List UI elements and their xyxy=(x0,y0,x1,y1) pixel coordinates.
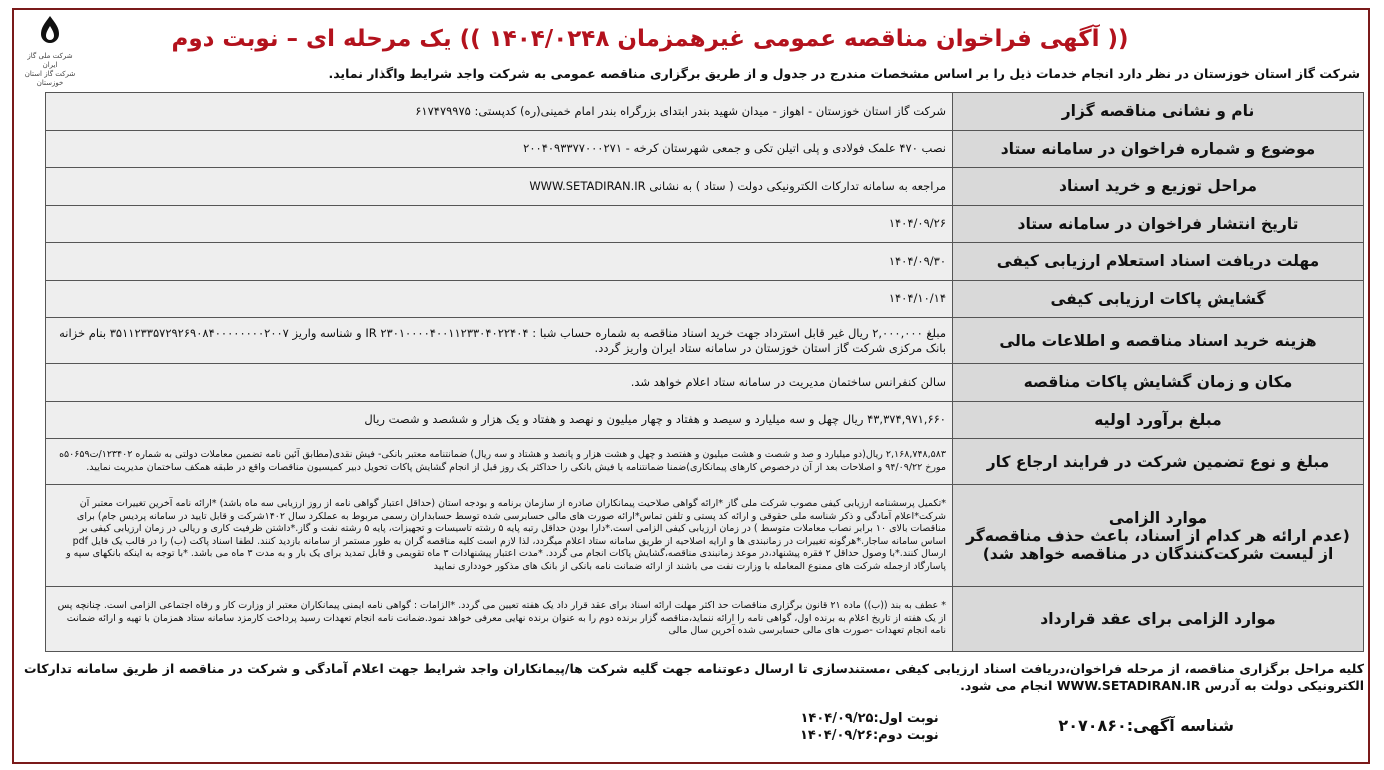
row-label: نام و نشانی مناقصه گزار xyxy=(953,93,1364,131)
row-value: *تکمیل پرسشنامه ارزیابی کیفی مصوب شرکت ملی گاز *ارائه گواهی صلاحیت پیمانکاران صادره از سازمان برنامه و بودجه استان (حداقل اعتبار گواهی نامه از روز ارزیابی سه ماه باشد) *ارائه نامه آخرین تغییرات معتبر آن شرکت*اعلام آمادگی و ذکر شناسه ملی حقوقی و ارائه کد پستی و تلفن تماس*ارائه صورت های مالی حسابرسی شده توسط حسابداران رسمی مربوط به عملکرد سال ۱۴۰۲شرکت و قابل تایید در سامانه پردیس جام) برای مناقصات بالای ۱۰ برابر نصاب معاملات متوسط ) در زمان ارزیابی کیفی الزامی است.*دارا بودن حداقل رتبه پایه ۵ رشته تاسیسات و تجهیزات، پایه ۵ رشته نفت و گاز.*داشتن ظرفیت کاری و ریالی در زمان ارزیابی کیفی بر اساس سامانه ساجار.*هرگونه تغییرات در زمانبندی ها و ارایه اصلاحیه از طریق سامانه ستاد اعلام میگردد، لذا لازم است کلیه مناقصه گران به طور مستمر از سامانه بازدید کنند. لطفا اسناد پاکت (ب) را در قالب یک فایل pdf ارسال کنند.*با وصول حداقل ۲ فقره پیشنهاد،در موعد زمانبندی مناقصه،گشایش پاکات انجام می گردد. *مدت اعتبار پیشنهادات ۳ ماه تقویمی و قابل تمدید برای یک بار و به مدت ۳ ماه می باشد. *با توجه به اینکه بانکهای سپه و پاسارگاد ازجمله شرکت های ممنوع المعامله با وزارت نفت می باشند از ارائه ضمانت نامه بانکی از بانک های مذکور خودداری نمایید xyxy=(46,485,953,587)
row-label: مراحل توزیع و خرید اسناد xyxy=(953,168,1364,206)
table-row xyxy=(46,401,1364,439)
row-value: سالن کنفرانس ساختمان مدیریت در سامانه ستاد اعلام خواهد شد. xyxy=(46,364,953,402)
page-title: (( آگهی فراخوان مناقصه عمومی غیرهمزمان ۱۴۰۴/۰۲۴۸ )) یک مرحله ای – نوبت دوم xyxy=(171,26,1129,52)
row-value: ۱۴۰۴/۱۰/۱۴ xyxy=(46,280,953,318)
row-value: ۲,۱۶۸,۷۴۸,۵۸۳ ریال(دو میلیارد و صد و شصت و هشت میلیون و هفتصد و چهل و هشت هزار و پانصد و هشتاد و سه ریال) ضمانتنامه معتبر بانکی- فیش نقدی(مطابق آئین نامه تضمین معاملات دولتی به شماره ۱۲۳۴۰۲/ت۵۰۶۵۹ه مورخ ۹۴/۰۹/۲۲ و اصلاحات بعد از آن درخصوص کارهای پیمانکاری)ضمنا ضمانتنامه یا فیش بانکی را حداکثر یک روز قبل از انجام گشایش پاکات تحویل دبیر کمیسیون مناقصات واقع در طبقه همکف ساختمان مدیریت نمایید. xyxy=(46,439,953,485)
publication-turns xyxy=(800,710,939,744)
table-row xyxy=(46,243,1364,281)
table-row xyxy=(46,93,1364,131)
row-value: شرکت گاز استان خوزستان - اهواز - میدان شهید بندر ابتدای بزرگراه بندر امام خمینی(ره) کدپستی: ۶۱۷۴۷۹۹۷۵ xyxy=(46,93,953,131)
row-value: نصب ۴۷۰ علمک فولادی و پلی اتیلن تکی و جمعی شهرستان کرخه - ۲۰۰۴۰۹۳۳۷۷۰۰۰۲۷۱ xyxy=(46,130,953,168)
table-row xyxy=(46,485,1364,587)
footer-notice-end: انجام می شود. xyxy=(960,678,1053,693)
table-row xyxy=(46,168,1364,206)
row-label: مبلغ برآورد اولیه xyxy=(953,401,1364,439)
table-row xyxy=(46,439,1364,485)
table-row xyxy=(46,130,1364,168)
footer-notice xyxy=(24,660,1364,694)
row-value: * عطف به بند ((ب)) ماده ۲۱ قانون برگزاری مناقصات حد اکثر مهلت ارائه اسناد برای عقد قرار داد یک هفته تعیین می گردد. *الزامات : گواهی نامه ایمنی پیمانکاران معتبر از وزارت کار و رفاه اجتماعی الزامی است. چنانچه پس از یک هفته از تاریخ اعلام به برنده اول، گواهی نامه را ارائه ننماید،مناقصه گزار برنده دوم را به عنوان برنده نهایی معرفی خواهد نمود.ضمانت نامه انجام تعهدات رسید پرداخت کارمزد سامانه ستاد همزمان با تهیه و ارائه ضمانت نامه انجام تعهدات -صورت های مالی حسابرسی شده آخرین سال مالی xyxy=(46,587,953,652)
table-row xyxy=(46,364,1364,402)
logo-caption-2: شرکت گاز استان خوزستان xyxy=(24,70,76,87)
row-value: ۱۴۰۴/۰۹/۳۰ xyxy=(46,243,953,281)
row-label: مهلت دریافت اسناد استعلام ارزیابی کیفی xyxy=(953,243,1364,281)
row-value: مراجعه به سامانه تدارکات الکترونیکی دولت ( ستاد ) به نشانی WWW.SETADIRAN.IR xyxy=(46,168,953,206)
row-value: ۱۴۰۴/۰۹/۲۶ xyxy=(46,205,953,243)
turn-second: نوبت دوم:۱۴۰۴/۰۹/۲۶ xyxy=(800,728,939,743)
row-label: تاریخ انتشار فراخوان در سامانه ستاد xyxy=(953,205,1364,243)
table-row xyxy=(46,205,1364,243)
row-label: موارد الزامی (عدم ارائه هر کدام از اسناد، باعث حذف مناقصه‌گر از لیست شرکت‌کنندگان در مناقصه خواهد شد) xyxy=(953,485,1364,587)
row-label: موضوع و شماره فراخوان در سامانه ستاد xyxy=(953,130,1364,168)
footer-notice-text: کلیه مراحل برگزاری مناقصه، از مرحله فراخوان،دریافت اسناد ارزیابی کیفی ،مستندسازی تا ارسال دعوتنامه جهت گلیه شرکت ها/پیمانکاران واجد شرایط جهت اعلام آمادگی و شرکت در مناقصه از طریق سامانه تدارکات الکترونیکی دولت به آدرس xyxy=(24,661,1364,693)
row-label: موارد الزامی برای عقد قرارداد xyxy=(953,587,1364,652)
logo-caption-1: شرکت ملی گاز ایران xyxy=(27,52,73,69)
row-label: مبلغ و نوع تضمین شرکت در فرایند ارجاع کار xyxy=(953,439,1364,485)
row-label: گشایش پاکات ارزیابی کیفی xyxy=(953,280,1364,318)
table-row xyxy=(46,280,1364,318)
notice-id: شناسه آگهی:۲۰۷۰۸۶۰ xyxy=(1058,716,1234,735)
nigc-logo-icon xyxy=(33,14,67,48)
tender-table xyxy=(45,92,1364,652)
row-label: هزینه خرید اسناد مناقصه و اطلاعات مالی xyxy=(953,318,1364,364)
row-value: مبلغ ۲,۰۰۰,۰۰۰ ریال غیر قابل استرداد جهت خرید اسناد مناقصه به شماره حساب شبا : IR ۲۳۰۱۰۰۰۰۴۰۰۱۱۲۳۳۰۴۰۲۲۴۰۴ و شناسه واریز ۳۵۱۱۲۳۳۵۷۲۹۲۶۹۰۸۴۰۰۰۰۰۰۰۰۲۰۰۷ بنام خزانه بانک مرکزی شرکت گاز استان خوزستان در سامانه ستاد ایران واریز گردد. xyxy=(46,318,953,364)
logo xyxy=(20,14,80,87)
row-label: مکان و زمان گشایش پاکات مناقصه xyxy=(953,364,1364,402)
table-row xyxy=(46,587,1364,652)
intro-text: شرکت گاز استان خوزستان در نظر دارد انجام خدمات ذیل را بر اساس مشخصات مندرج در جدول و از طریق برگزاری مناقصه عمومی به شرکت واجد شرایط واگذار نماید. xyxy=(328,66,1360,81)
table-row xyxy=(46,318,1364,364)
row-value: ۴۳,۳۷۴,۹۷۱,۶۶۰ ریال چهل و سه میلیارد و سیصد و هفتاد و چهار میلیون و نهصد و هفتاد و یک هزار و ششصد و شصت ریال xyxy=(46,401,953,439)
setad-url-link[interactable]: WWW.SETADIRAN.IR xyxy=(1056,678,1201,693)
turn-first: نوبت اول:۱۴۰۴/۰۹/۲۵ xyxy=(800,711,939,726)
